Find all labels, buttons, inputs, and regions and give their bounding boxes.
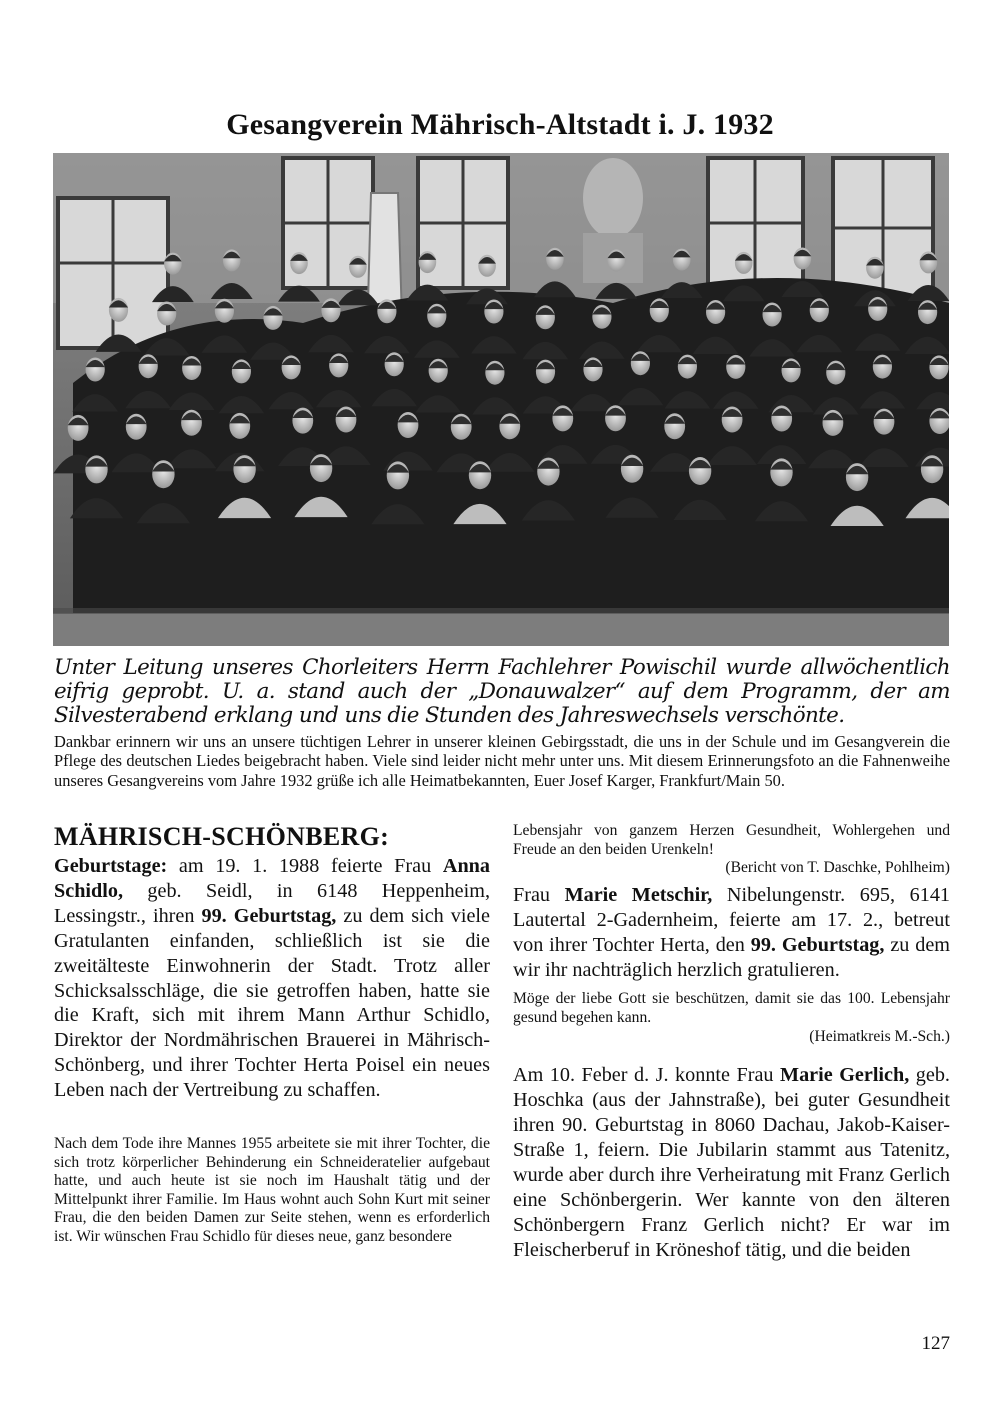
report-source: (Heimatkreis M.-Sch.) (809, 1027, 950, 1045)
text-segment: geb. Seidl, in 6148 Heppenheim, Lessingstr., ihren (54, 879, 490, 927)
group-photo-image (53, 153, 949, 646)
section-heading: MÄHRISCH-SCHÖNBERG: (54, 822, 390, 851)
blessing-paragraph: Möge der liebe Gott sie beschützen, damit sie das 100. Lebensjahr gesund begehen kann. (513, 990, 950, 1026)
text-segment: zu dem wir ihr nachträglich herzlich gratulieren. (513, 933, 950, 981)
text-segment: am 19. 1. 1988 feierte Frau (167, 855, 443, 877)
person-name: Anna Schidlo, (54, 855, 490, 902)
schidlo-closing: Lebensjahr von ganzem Herzen Gesundheit, Wohlergehen und Freude an den beiden Urenkeln! (513, 822, 950, 858)
person-name: Marie Metschir, (564, 883, 713, 906)
birthdays-label: Geburtstage: (54, 855, 168, 877)
text-segment: zu dem sich viele Gratulanten einfanden, schließlich ist sie die zweitälteste Einwohnerin der Stadt. Trotz aller Schicksalsschläge, die sie getroffen haben, hatte sie die Kraft, sich mit ihrem Mann Arthur Schidlo, Direktor der Nordmährischen Brauerei in Mährisch-Schönberg, und ihrer Tochter Herta Poisel ein neues Leben nach der Vertreibung zu schaffen. (54, 904, 490, 1102)
photo-caption-italic: Unter Leitung unseres Chorleiters Herrn Fachlehrer Powischil wurde allwöchentlich eifrig geprobt. U. a. stand auch der „Donauwalzer“ auf dem Programm, der am Silvesterabend erklang und uns die Stunden des Jahreswechsels verschönte. (54, 655, 950, 728)
page-number: 127 (921, 1333, 950, 1354)
text-segment: Am 10. Feber d. J. konnte Frau (513, 1064, 781, 1087)
report-source: (Bericht von T. Daschke, Pohlheim) (725, 859, 950, 877)
birthday-article-gerlich (513, 1063, 950, 1262)
birthday-article-metschir (513, 883, 950, 983)
birthday-article-schidlo (54, 854, 490, 1103)
left-column (54, 822, 490, 1247)
person-name: Marie Gerlich, (780, 1064, 910, 1087)
birthday-age: 99. Geburtstag, (750, 933, 885, 956)
text-segment: geb. Hoschka (aus der Jahnstraße), bei guter Gesundheit ihren 90. Geburtstag in 8060 Dachau, Jakob-Kaiser-Straße 1, feiern. Die Jubilarin stammt aus Tatenitz, wurde aber durch ihre Verheiratung mit Franz Gerlich eine Schönbergerin. Wer kannte von den älteren Schönbergern Franz Gerlich nicht? Er war im Fleischerberuf in Kröneshof tätig, und die beiden (513, 1064, 950, 1261)
photo-caption-body: Dankbar erinnern wir uns an unsere tüchtigen Lehrer in unserer kleinen Gebirgsstadt, die uns in der Schule und im Gesangverein die Pflege des deutschen Liedes beigebracht haben. Viele sind leider nicht mehr unter uns. Mit diesem Erinnerungsfoto an die Fahnenweihe unseres Gesangvereins vom Jahre 1932 grüße ich alle Heimatbekannten, Euer Josef Karger, Frankfurt/Main 50. (54, 732, 950, 790)
page-title: Gesangverein Mährisch-Altstadt i. J. 1932 (226, 108, 774, 141)
schidlo-continuation: Nach dem Tode ihre Mannes 1955 arbeitete sie mit ihrer Tochter, die sich trotz körperlicher Behinderung ein Schneideratelier aufgebaut hatte, und auch heute ist sie noch im Haushalt tätig und der Mittelpunkt ihrer Familie. Im Haus wohnt auch Sohn Kurt mit seiner Frau, die den beiden Damen zur Seite stehen, wenn es erforderlich ist. Wir wünschen Frau Schidlo für dieses neue, ganz besondere (54, 1135, 490, 1246)
text-segment: Nibelungenstr. 695, 6141 Lautertal 2-Gadernheim, feierte am 17. 2., betreut von ihrer Tochter Herta, den (513, 883, 951, 956)
group-photo (53, 153, 949, 646)
text-segment: Frau (513, 883, 565, 906)
birthday-age: 99. Geburtstag, (201, 904, 337, 927)
right-column (513, 822, 950, 1262)
